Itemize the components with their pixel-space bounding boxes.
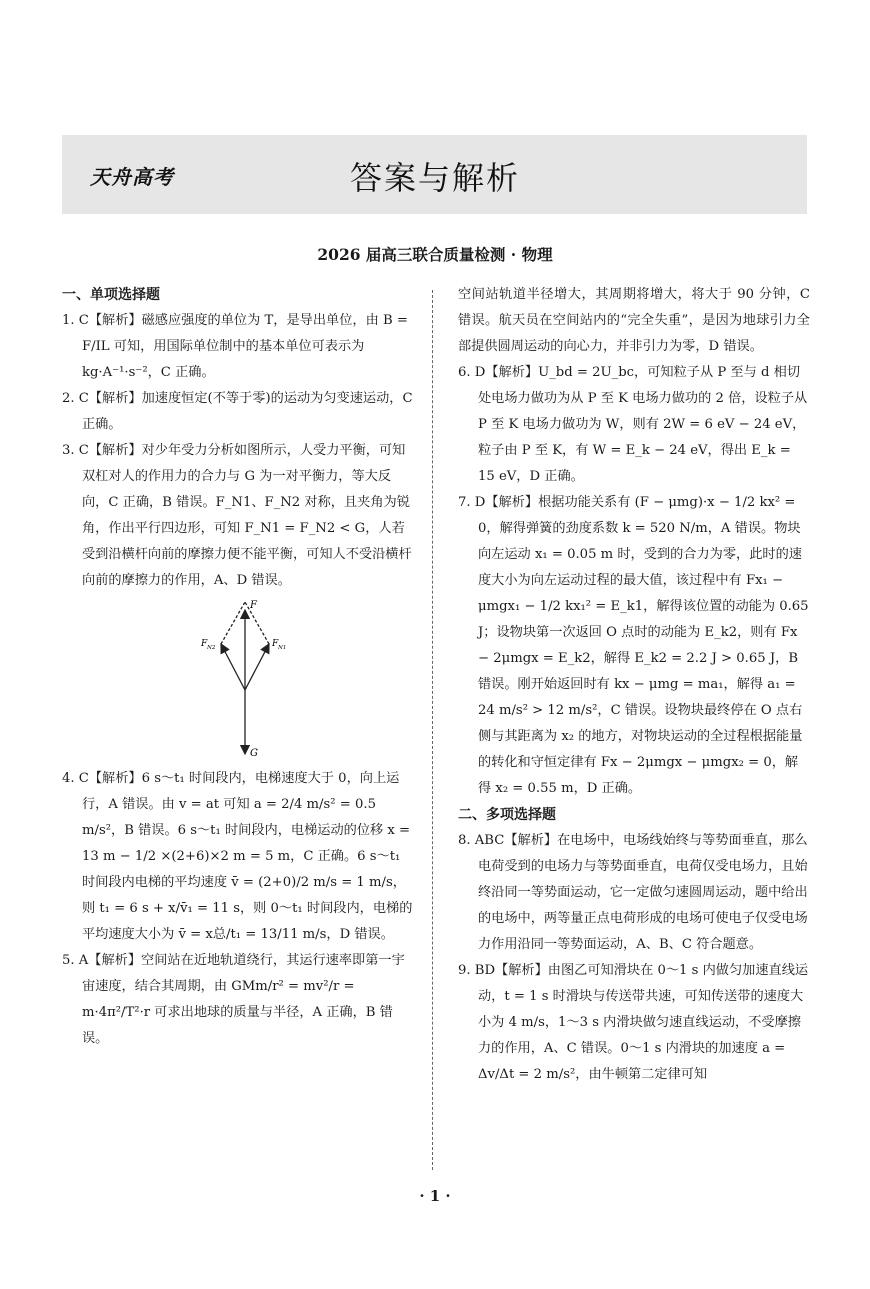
answer-item: 8. ABC【解析】在电场中，电场线始终与等势面垂直，那么电荷受到的电场力与等势面垂直，电荷仅受电场力，且始终沿同一等势面运动，它一定做匀速圆周运动，题中给出的电场中，两等量正点电荷形成的电场可使电子仅受电场力作用沿同一等势面运动，A、B、C 符合题意。 xyxy=(458,833,808,952)
answer-item: 5. A【解析】空间站在近地轨道绕行，其运行速率即第一宇宙速度，结合其周期，由 GMm/r² = mv²/r = m·4π²/T²·r 可求出地球的质量与半径，A 正确，B 错误。 xyxy=(62,953,405,1046)
left-column xyxy=(62,282,414,1052)
header-banner xyxy=(62,135,807,214)
label-g: G xyxy=(250,748,258,759)
force-diagram xyxy=(200,600,290,760)
label-fn2-sub: N2 xyxy=(207,645,216,651)
answer-item: 3. C【解析】对少年受力分析如图所示，人受力平衡，可知双杠对人的作用力的合力与 G 为一对平衡力，等大反向，C 正确，B 错误。F_N1、F_N2 对称，且夹角为锐角，作出平行四边形，可知 F_N1 = F_N2 < G，人若受到沿横杆向前的摩擦力便不能平衡，可知人不受沿横杆向前的摩擦力的作用，A、D 错误。 xyxy=(62,443,412,588)
label-fn1: F xyxy=(272,639,279,649)
answer-item: 9. BD【解析】由图乙可知滑块在 0～1 s 内做匀加速直线运动，t = 1 s 时滑块与传送带共速，可知传送带的速度大小为 4 m/s，1～3 s 内滑块做匀速直线运动，不受摩擦力的作用，A、C 错误。0～1 s 内滑块的加速度 a = Δv/Δt = 2 m/s²，由牛顿第二定律可知 xyxy=(458,963,809,1082)
page-number: · 1 · xyxy=(419,1187,451,1205)
section-heading: 二、多项选择题 xyxy=(458,807,556,823)
answer-item: 6. D【解析】U_bd = 2U_bc，可知粒子从 P 至与 d 相切处电场力做功为从 P 至 K 电场力做功的 2 倍，设粒子从 P 至 K 电场力做功为 W，则有 2W = 6 eV − 24 eV，粒子由 P 至 K，有 W = E_k − 24 eV，得出 E_k = 15 eV，D 正确。 xyxy=(458,365,808,484)
brand-logo: 天舟高考 xyxy=(90,165,174,189)
force-fn2-arrow xyxy=(221,644,245,690)
force-fn1-arrow xyxy=(245,644,269,690)
answer-item: 空间站轨道半径增大，其周期将增大，将大于 90 分钟，C 错误。航天员在空间站内的“完全失重”，是因为地球引力全部提供圆周运动的向心力，并非引力为零，D 错误。 xyxy=(458,287,810,354)
answer-item: 4. C【解析】6 s～t₁ 时间段内，电梯速度大于 0，向上运行，A 错误。由 v = at 可知 a = 2/4 m/s² = 0.5 m/s²，B 错误。6 s～t₁ 时间段内，电梯运动的位移 x = 13 m − 1/2 ×(2+6)×2 m = 5 m，C 正确。6 s～t₁ 时间段内电梯的平均速度 v̄ = (2+0)/2 m/s = 1 m/s，则 t₁ = 6 s + x/v̄₁ = 11 s，则 0～t₁ 时间段内，电梯的平均速度大小为 v̄ = x总/t₁ = 13/11 m/s，D 错误。 xyxy=(62,771,413,942)
label-fn1-sub: N1 xyxy=(278,645,287,651)
label-fn2: F xyxy=(201,639,208,649)
parallelogram-side-left xyxy=(221,602,245,644)
section-heading: 一、单项选择题 xyxy=(62,287,160,303)
parallelogram-side-right xyxy=(245,602,269,644)
answer-item: 7. D【解析】根据功能关系有 (F − μmg)·x − 1/2 kx² = 0，解得弹簧的劲度系数 k = 520 N/m，A 错误。物块向左运动 x₁ = 0.05 m 时，受到的合力为零，此时的速度大小为向左运动过程的最大值，该过程中有 Fx₁ − μmgx₁ − 1/2 kx₁² = E_k1，解得该位置的动能为 0.65 J；设物块第一次返回 O 点时的动能为 E_k2，则有 Fx − 2μmgx = E_k2，解得 E_k2 = 2.2 J > 0.65 J，B 错误。刚开始返回时有 kx − μmg = ma₁，解得 a₁ = 24 m/s² > 12 m/s²，C 错误。设物块最终停在 O 点右侧与其距离为 x₂ 的地方，对物块运动的全过程根据能量的转化和守恒定律有 Fx − 2μmgx − μmgx₂ = 0，解得 x₂ = 0.55 m，D 正确。 xyxy=(458,495,809,796)
label-f: F xyxy=(250,600,257,611)
page-title: 答案与解析 xyxy=(350,159,521,197)
right-column xyxy=(458,282,810,1088)
exam-subtitle: 2026 届高三联合质量检测 · 物理 xyxy=(317,245,553,264)
column-divider xyxy=(432,290,433,1170)
answer-item: 2. C【解析】加速度恒定(不等于零)的运动为匀变速运动，C 正确。 xyxy=(62,391,413,432)
answer-item: 1. C【解析】磁感应强度的单位为 T，是导出单位，由 B = F/IL 可知，用国际单位制中的基本单位可表示为 kg·A⁻¹·s⁻²，C 正确。 xyxy=(62,313,408,380)
